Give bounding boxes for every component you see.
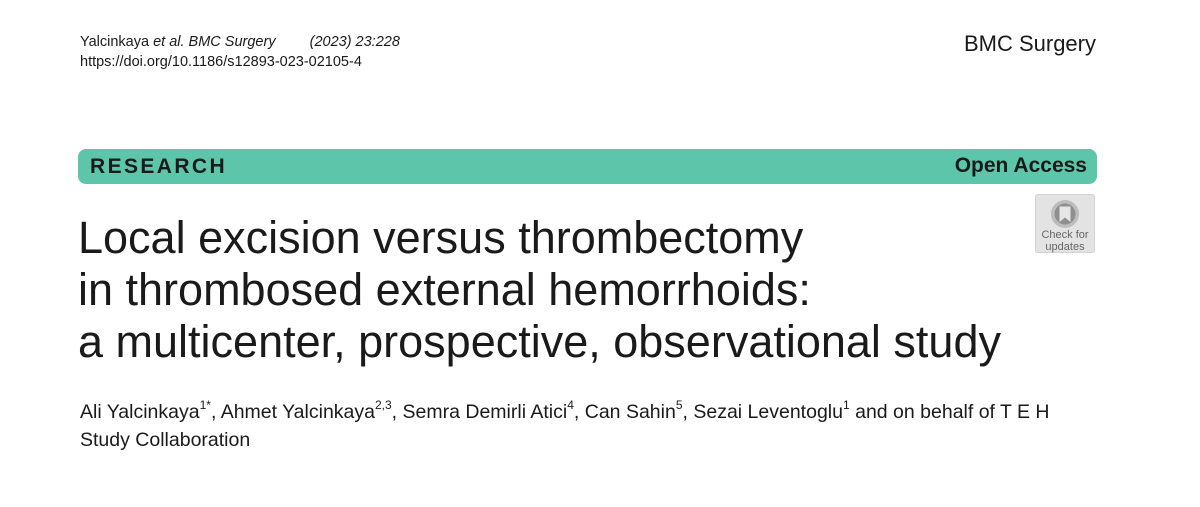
author-name[interactable]: Semra Demirli Atici — [402, 401, 568, 423]
open-access-label: Open Access — [954, 154, 1087, 177]
citation-line — [80, 32, 400, 52]
author-list — [80, 398, 1100, 454]
doi-link[interactable]: https://doi.org/10.1186/s12893-023-02105-4 — [80, 54, 362, 70]
author-separator: , — [573, 401, 585, 423]
title-line-3: a multicenter, prospective, observational study — [78, 316, 1001, 367]
citation-etal: et al. — [153, 34, 185, 50]
author-affiliation: 4 — [567, 397, 574, 412]
author-name[interactable]: Ali Yalcinkaya — [80, 401, 200, 423]
article-title — [78, 212, 1001, 368]
citation-author: Yalcinkaya — [80, 34, 150, 50]
check-for-updates-line2: updates — [1045, 241, 1085, 253]
check-for-updates-badge[interactable] — [1035, 194, 1095, 253]
author-collaboration: and on behalf of T E H Study Collaboration — [80, 401, 1050, 451]
check-for-updates-icon — [1050, 199, 1080, 229]
author-affiliation: 5 — [675, 397, 683, 412]
author-name[interactable]: Can Sahin — [584, 401, 676, 423]
author-affiliation: 1 — [842, 397, 850, 412]
citation-header — [80, 32, 400, 72]
author-separator: , — [210, 401, 221, 423]
author-affiliation: 2,3 — [374, 397, 392, 412]
title-line-2: in thrombosed external hemorrhoids: — [78, 264, 811, 315]
citation-volume: (2023) 23:228 — [309, 34, 400, 50]
author-separator: , — [391, 401, 403, 423]
journal-name: BMC Surgery — [963, 31, 1096, 56]
research-banner — [78, 149, 1097, 184]
check-for-updates-line1: Check for — [1041, 229, 1089, 241]
title-line-1: Local excision versus thrombectomy — [78, 212, 804, 263]
author-separator: , — [682, 401, 694, 423]
article-type-label: RESEARCH — [90, 155, 228, 178]
citation-journal: BMC Surgery — [188, 34, 276, 50]
author-affiliation: 1* — [199, 397, 211, 412]
author-name[interactable]: Sezai Leventoglu — [693, 401, 843, 423]
author-name[interactable]: Ahmet Yalcinkaya — [220, 401, 375, 423]
